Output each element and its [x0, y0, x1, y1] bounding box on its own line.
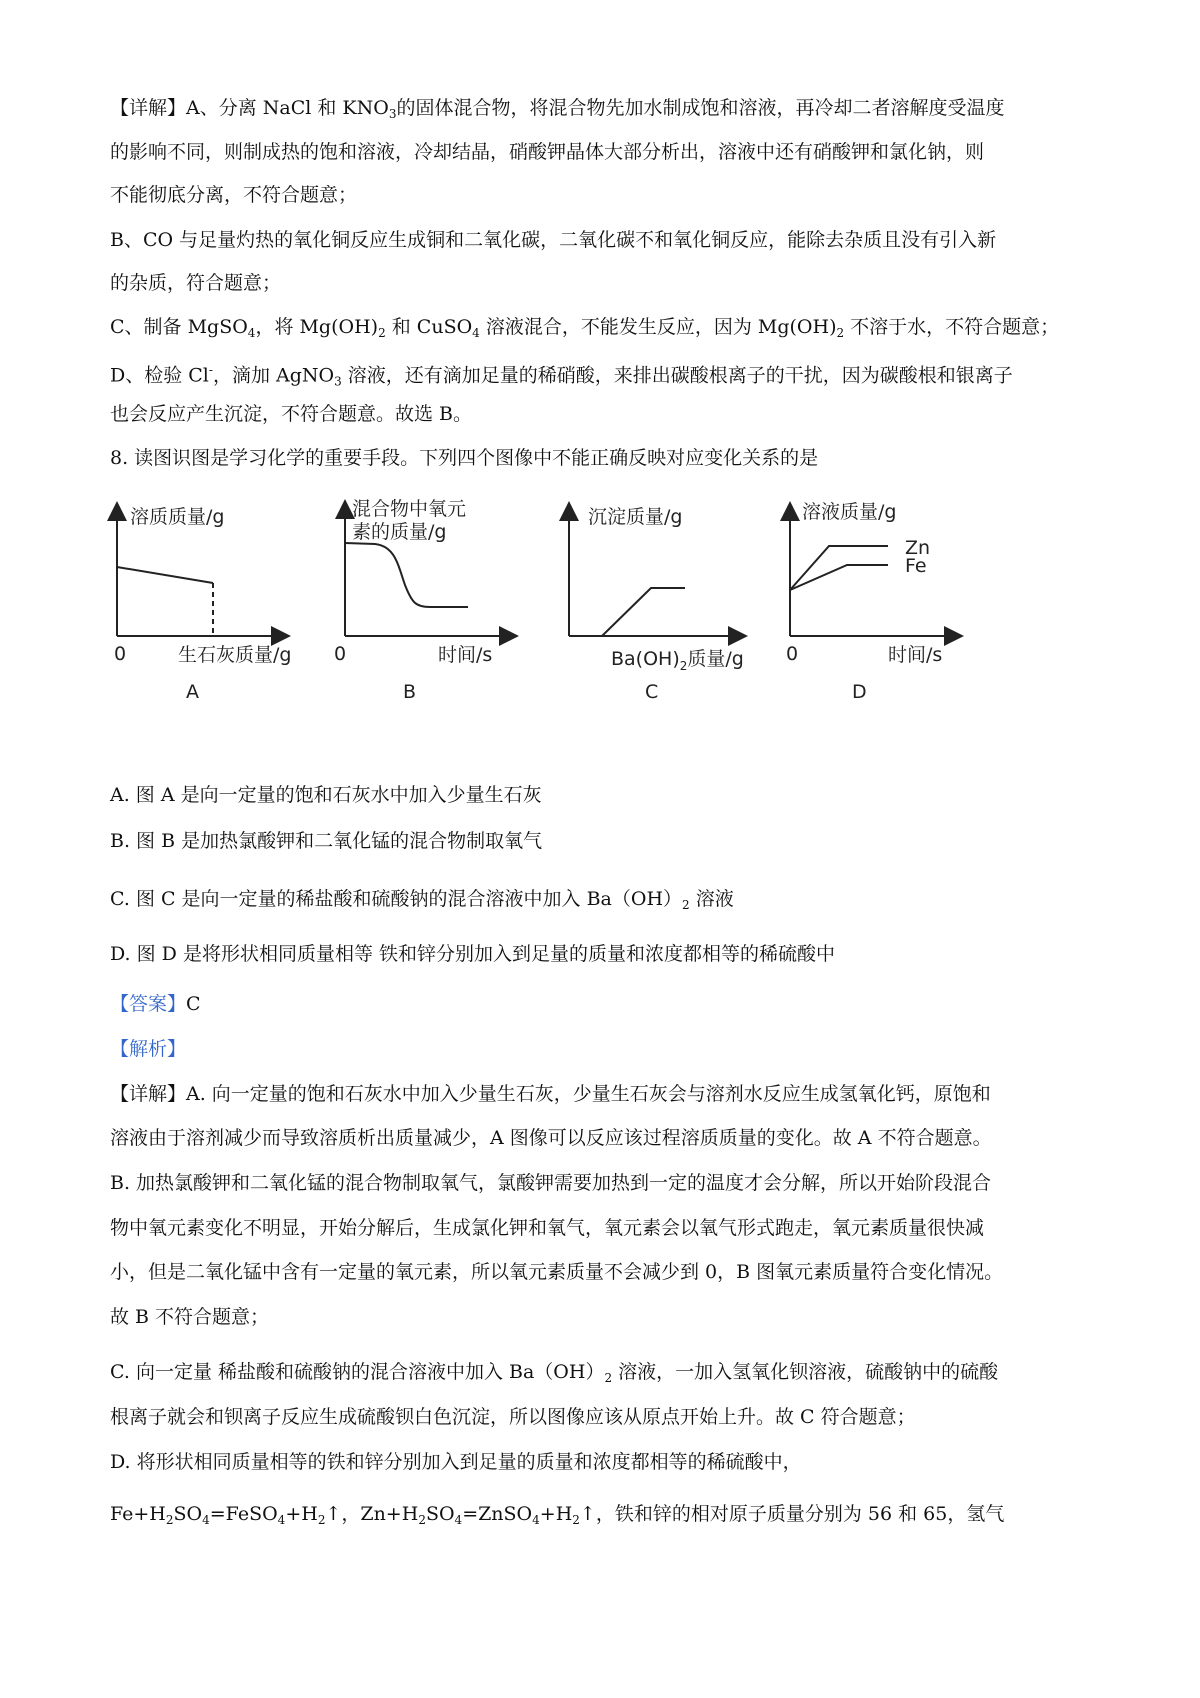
- graph-c-xlabel: $Ba(OH)_2$质量/g: [611, 648, 744, 673]
- analysis-label: 【解析】: [110, 1038, 187, 1060]
- explanation-line: B. 加热氯酸钾和二氧化锰的混合物制取氧气，氯酸钾需要加热到一定的温度才会分解，所以开始阶段混合: [110, 1172, 992, 1194]
- detail-line: 的影响不同，则制成热的饱和溶液，冷却结晶，硝酸钾晶体大部分析出，溶液中还有硝酸钾和氯化钠，则: [110, 141, 985, 163]
- graph-a-ylabel: 溶质质量/g: [130, 506, 225, 528]
- answer-line: [110, 992, 1100, 1016]
- graph-c-curve: [569, 588, 685, 636]
- graph-d-ylabel: 溶液质量/g: [802, 501, 897, 523]
- graph-a-caption: A: [186, 681, 199, 703]
- explanation-line: 溶液由于溶剂减少而导致溶质析出质量减少，A 图像可以反应该过程溶质质量的变化。故 A 不符合题意。: [110, 1127, 992, 1149]
- explanation-line: 根离子就会和钡离子反应生成硫酸钡白色沉淀，所以图像应该从原点开始上升。故 C 符合题意；: [110, 1406, 916, 1428]
- detail-line: 的杂质，符合题意；: [110, 272, 282, 294]
- graph-c-ylabel: 沉淀质量/g: [588, 506, 683, 528]
- question-stem: 8. 读图识图是学习化学的重要手段。下列四个图像中不能正确反映对应变化关系的是: [110, 447, 819, 469]
- graph-b-xlabel: 时间/s: [438, 644, 493, 666]
- graph-d-legend-fe: Fe: [905, 555, 927, 577]
- reaction-equations: $Fe+H_2SO_4=FeSO_4+H_2↑$，$Zn+H_2SO_4=ZnSO_4+H_2↑$: [110, 1503, 596, 1527]
- detail-line: 不能彻底分离，不符合题意；: [110, 184, 358, 206]
- explanation-line: D. 将形状相同质量相等的铁和锌分别加入到足量的质量和浓度都相等的稀硫酸中，: [110, 1451, 802, 1473]
- graph-b-ylabel: 混合物中氧元: [352, 498, 467, 520]
- explanation-line: 【详解】A. 向一定量的饱和石灰水中加入少量生石灰，少量生石灰会与溶剂水反应生成氢氧化钙，原饱和: [110, 1083, 991, 1105]
- option-c: C. 图 C 是向一定量的稀盐酸和硫酸钠的混合溶液中加入 $Ba(OH)_2$ 溶液: [110, 888, 734, 912]
- explanation-line: 小，但是二氧化锰中含有一定量的氧元素，所以氧元素质量不会减少到 0，B 图氧元素质量符合变化情况。: [110, 1261, 1004, 1283]
- explanation-line: 故 B 不符合题意；: [110, 1306, 270, 1328]
- graph-d-origin: 0: [786, 643, 799, 665]
- graph-a-curve: [117, 567, 213, 583]
- explanation-line: C. 向一定量 稀盐酸和硫酸钠的混合溶液中加入 $Ba(OH)_2$ 溶液，一加入氢氧化钡溶液，硫酸钠中的硫酸: [110, 1361, 999, 1385]
- detail-line: D、检验 Cl-，滴加 AgNO$_3$ 溶液，还有滴加足量的稀硝酸，来排出碳酸根离子的干扰，因为碳酸根和银离子: [110, 363, 1013, 389]
- answer-value: C: [186, 993, 201, 1015]
- graph-b-origin: 0: [334, 643, 347, 665]
- graphs-figure: [0, 485, 1200, 715]
- graph-a-xlabel: 生石灰质量/g: [178, 644, 292, 666]
- graph-d-fe: [790, 565, 888, 590]
- explanation-line: 物中氧元素变化不明显，开始分解后，生成氯化钾和氧气，氧元素会以氧气形式跑走，氧元素质量很快减: [110, 1217, 985, 1239]
- option-d: D. 图 D 是将形状相同质量相等 铁和锌分别加入到足量的质量和浓度都相等的稀硫酸中: [110, 943, 835, 965]
- detail-line: C、制备 MgSO$_4$，将 $Mg(OH)_2$ 和 CuSO$_4$ 溶液混合，不能发生反应，因为 $Mg(OH)_2$ 不溶于水，不符合题意；: [110, 316, 1060, 340]
- detail-line: 也会反应产生沉淀，不符合题意。故选 B。: [110, 403, 473, 425]
- graph-c-caption: C: [645, 681, 659, 703]
- graph-b-caption: B: [403, 681, 417, 703]
- graph-d-legend-zn: Zn: [905, 537, 931, 559]
- graph-d-caption: D: [852, 681, 867, 703]
- detail-line: 【详解】A、分离 NaCl 和 $KNO_3$的固体混合物，将混合物先加水制成饱和溶液，再冷却二者溶解度受温度: [110, 97, 1005, 121]
- answer-label: 【答案】: [110, 993, 187, 1015]
- detail-line: B、CO 与足量灼热的氧化铜反应生成铜和二氧化碳，二氧化碳不和氧化铜反应，能除去杂质且没有引入新: [110, 229, 997, 251]
- option-b: B. 图 B 是加热氯酸钾和二氧化锰的混合物制取氧气: [110, 830, 543, 852]
- graph-b-ylabel: 素的质量/g: [352, 521, 447, 543]
- graph-d-xlabel: 时间/s: [888, 644, 943, 666]
- graph-b-curve: [345, 543, 468, 607]
- equation-line: $Fe+H_2SO_4=FeSO_4+H_2↑$，$Zn+H_2SO_4=ZnSO_4+H_2↑$，铁和锌的相对原子质量分别为 56 和 65，氢气: [110, 1503, 1005, 1527]
- graph-a-origin: 0: [114, 643, 127, 665]
- option-a: A. 图 A 是向一定量的饱和石灰水中加入少量生石灰: [110, 784, 542, 806]
